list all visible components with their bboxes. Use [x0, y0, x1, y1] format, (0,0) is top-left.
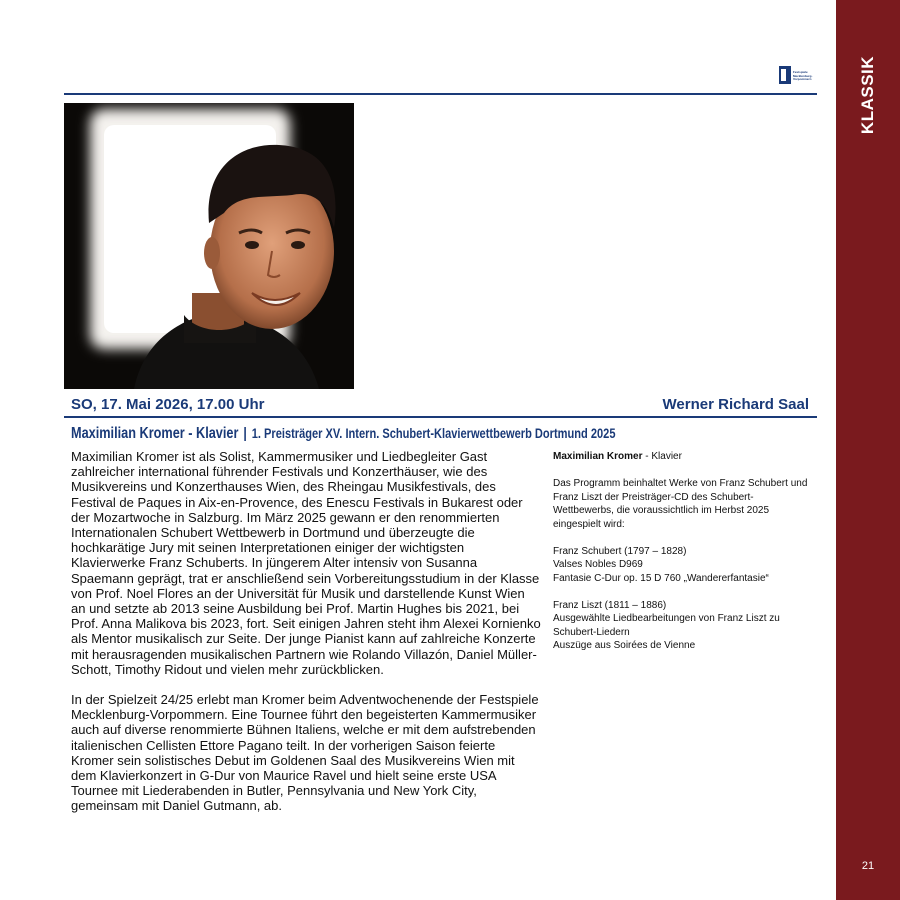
schubert-composer: Franz Schubert (1797 – 1828) [553, 545, 687, 557]
schubert-work-1: Valses Nobles D969 [553, 559, 643, 570]
program-schubert [553, 545, 808, 586]
section-label-text: KLASSIK [858, 55, 877, 135]
performer-line [553, 450, 808, 464]
performer-role: - Klavier [642, 451, 682, 462]
headline-name: Maximilian Kromer - Klavier [71, 425, 239, 442]
sidebar-band [836, 0, 900, 900]
program-info [553, 450, 808, 666]
section-label [836, 55, 900, 135]
biography [71, 449, 541, 829]
bio-paragraph-2: In der Spielzeit 24/25 erlebt man Kromer beim Adventwochenende der Festspiele Mecklenburg-Vorpommern. Eine Tournee führt den begeisterten Kammermusiker auch auf diverse renommierte Bühnen Italiens, welche er mit dem aufstrebenden italienischen Cellisten Ettore Pagano teilt. In der vorherigen Saison feierte Kromer sein solistisches Debut im Goldenen Saal des Musikvereins Wien mit dem Klavierkonzert in G-Dur von Maurice Ravel und hielt seine erste USA Tournee mit Liederabenden in Butler, Pennsylvania und New York City, gemeinsam mit Daniel Gutmann, ab. [71, 692, 539, 814]
liszt-composer: Franz Liszt (1811 – 1886) [553, 599, 667, 611]
logo-mark [779, 66, 791, 84]
headline-subtitle: 1. Preisträger XV. Intern. Schubert-Klavierwettbewerb Dortmund 2025 [251, 426, 616, 441]
middle-divider [64, 416, 817, 418]
liszt-work-2: Auszüge aus Soirées de Vienne [553, 640, 696, 651]
logo-text: Festspiele Mecklenburg-Vorpommern [793, 70, 813, 81]
festival-logo-icon [779, 66, 817, 86]
event-date: SO, 17. Mai 2026, 17.00 Uhr [71, 396, 265, 413]
portrait-illustration [64, 103, 354, 389]
top-divider [64, 93, 817, 95]
schubert-work-2: Fantasie C-Dur op. 15 D 760 „Wandererfantasie“ [553, 572, 769, 584]
program-liszt [553, 599, 808, 653]
page-number: 21 [861, 860, 875, 872]
headline-separator: | [243, 425, 247, 442]
headline [71, 425, 616, 443]
bio-paragraph-1: Maximilian Kromer ist als Solist, Kammermusiker und Liedbegleiter Gast zahlreicher international führender Festivals und Konzerthäuser, wie des Musikvereins und Konzerthauses Wien, des Rheingau Musikfestivals, des Festival de Paques in Aix-en-Provence, des Enescu Festivals in Bukarest oder der Mozartwoche in Salzburg. Im März 2025 gewann er den renommierten Internationalen Schubert Wettbewerb in Dortmund und überzeugte die hochkarätige Jury mit seinen Interpretationen einiger der wichtigsten Klavierwerke Franz Schuberts. In jüngerem Alter intensiv von Susanna Spaemann geprägt, trat er anschließend sein Vorbereitungsstudium in der Klasse von Prof. Noel Flores an der Universität für Musik und darstellende Kunst Wien an und setzte ab 2013 seine Ausbildung bei Prof. Martin Hughes bis 2021, bei Prof. Anna Malikova bis 2023, fort. Seit einigen Jahren steht ihm Alexei Kornienko als Mentor musikalisch zur Seite. Der junge Pianist kann auf zahlreiche Konzerte mit herausragenden musikalischen Partnern wie Rolando Villazón, Daniel Müller-Schott, Timothy Ridout und vielen mehr zurückblicken. [71, 449, 541, 677]
program-intro: Das Programm beinhaltet Werke von Franz Schubert und Franz Liszt der Preisträger-CD des Schubert-Wettbewerbs, die voraussichtlich im Herbst 2025 eingespielt wird: [553, 478, 808, 530]
performer-name: Maximilian Kromer [553, 451, 643, 462]
liszt-work-1: Ausgewählte Liedbearbeitungen von Franz Liszt zu Schubert-Liedern [553, 613, 780, 638]
event-venue: Werner Richard Saal [662, 396, 809, 413]
artist-portrait [64, 103, 354, 389]
